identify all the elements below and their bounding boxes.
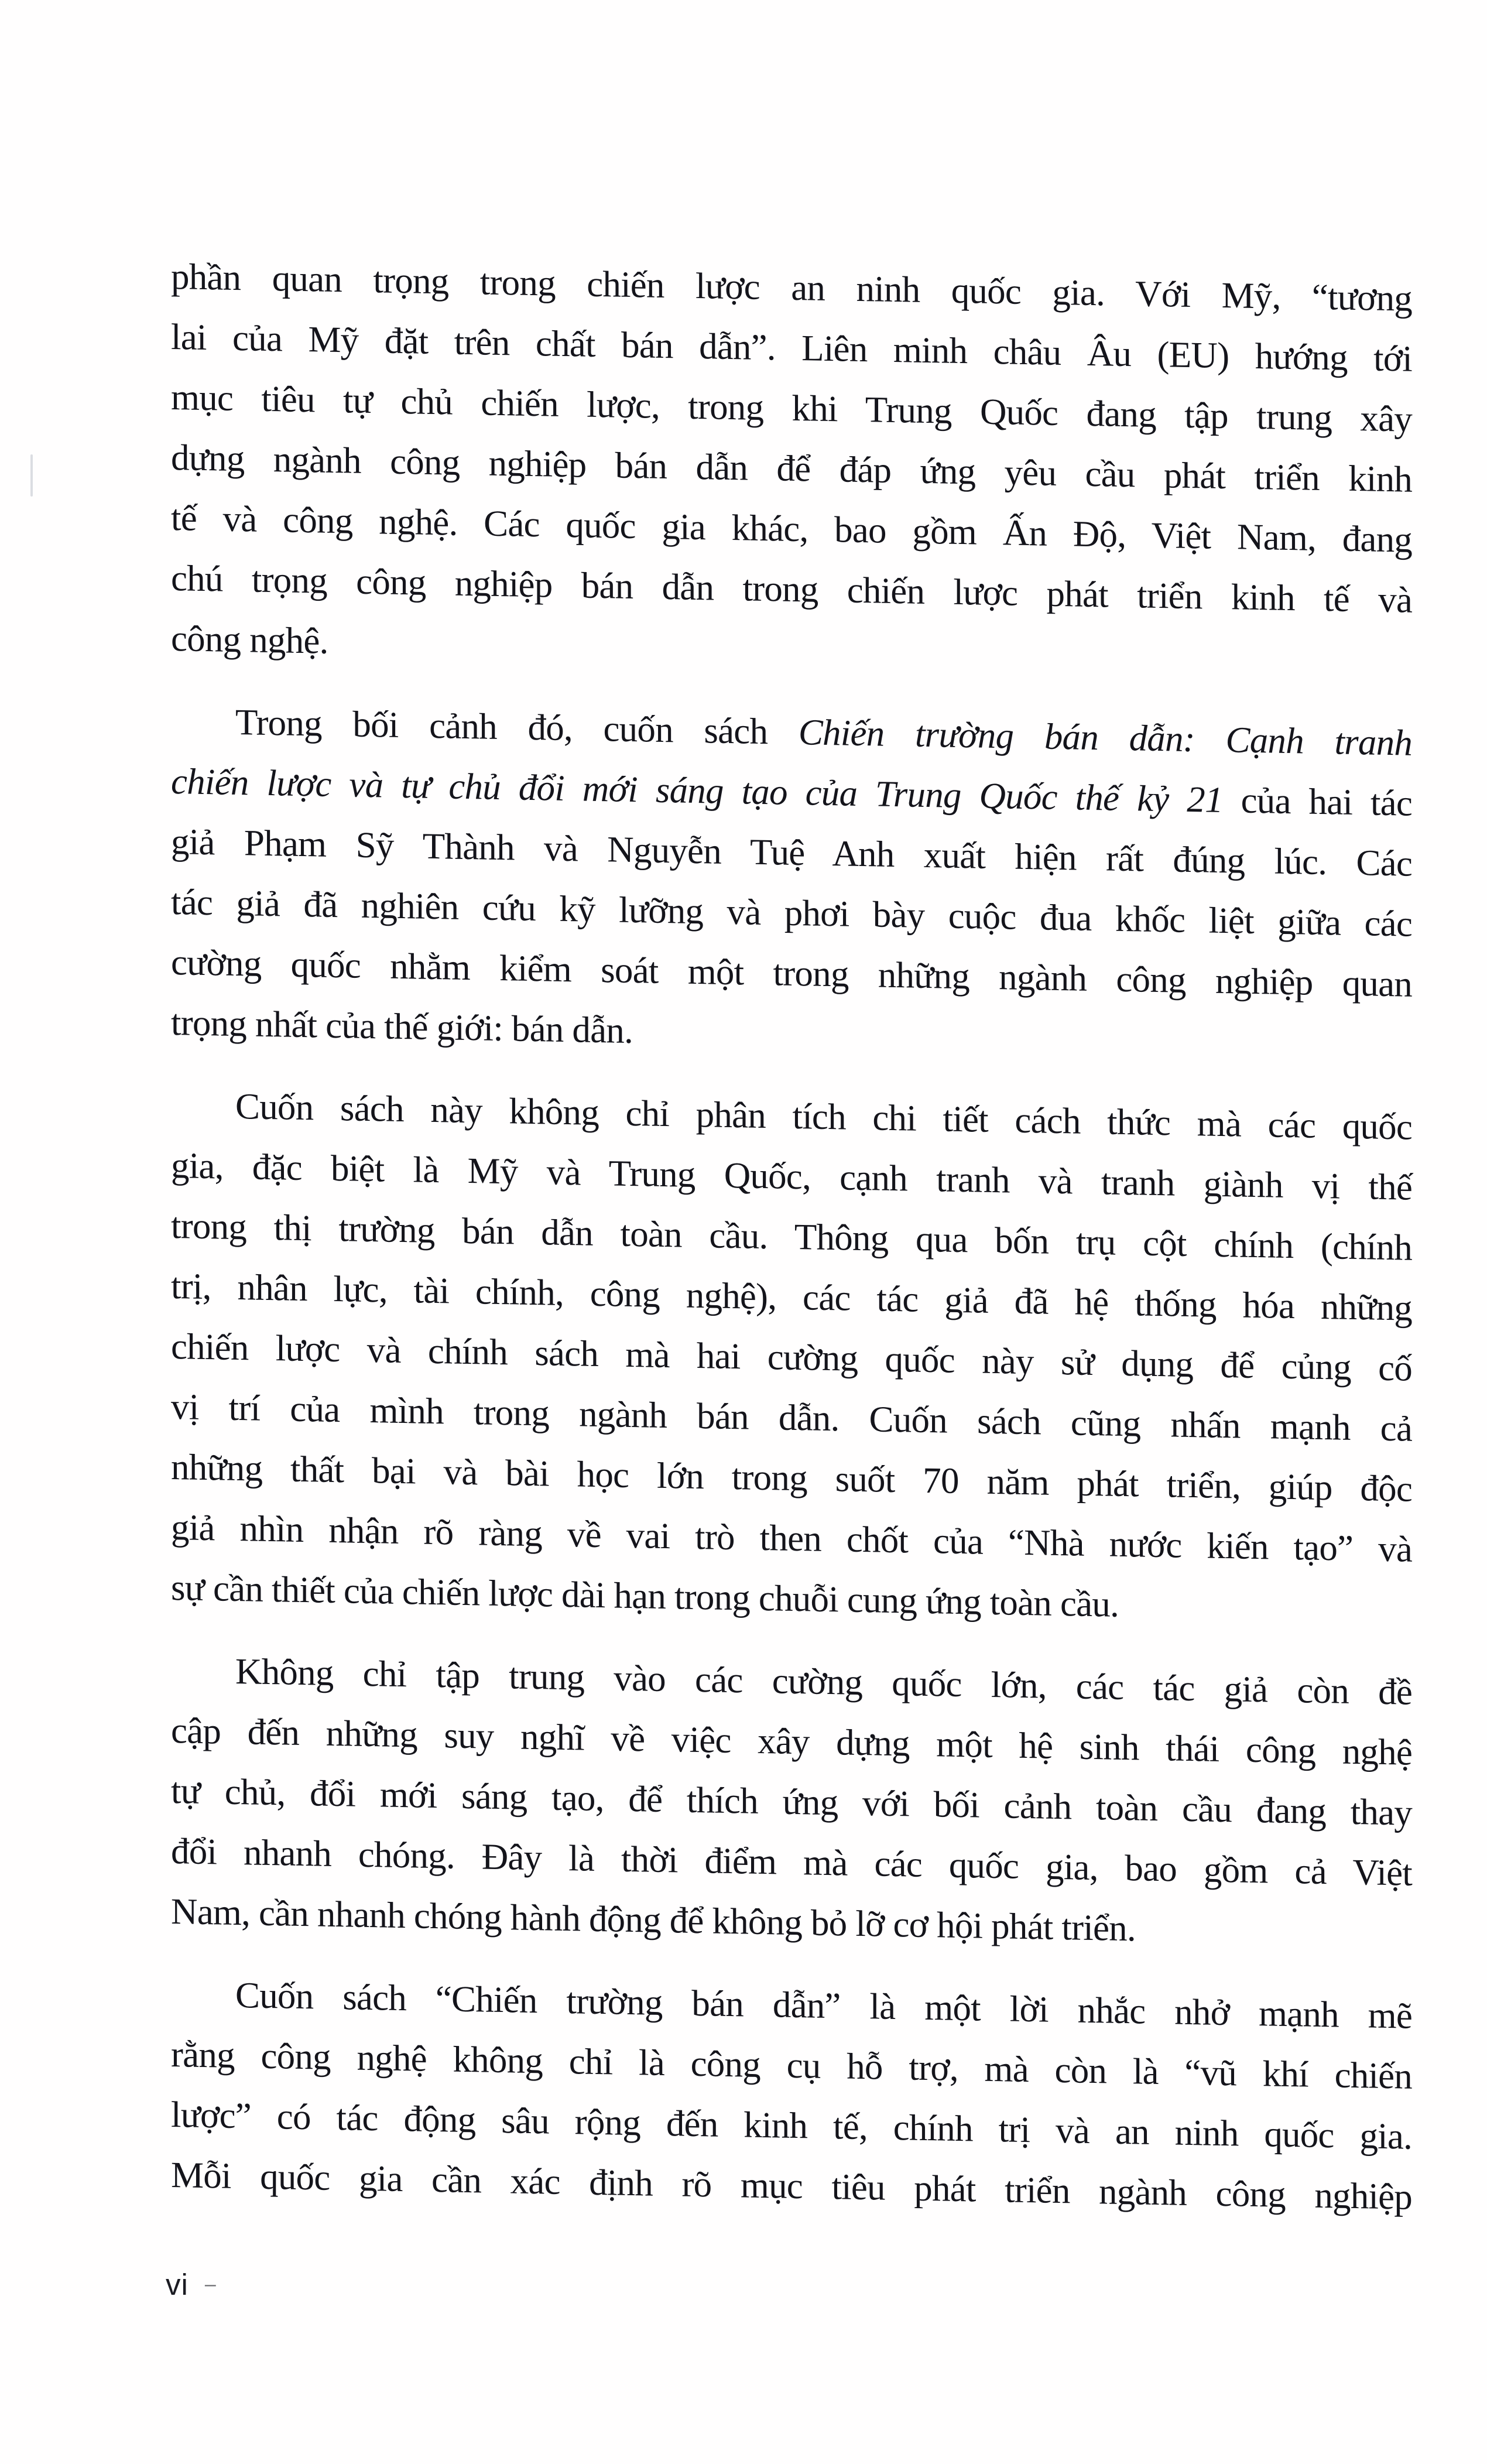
scan-artifact bbox=[30, 454, 33, 497]
text-segment: Cuốn sách “Chiến trường bán dẫn” là một lời nhắc nhở mạnh mẽ bbox=[235, 1974, 1412, 2037]
text-segment: công nghệ. bbox=[171, 618, 328, 662]
text-segment: chiến lược và chính sách mà hai cường quốc này sử dụng để củng cố bbox=[171, 1326, 1412, 1389]
text-segment: những thất bại và bài học lớn trong suốt 70 năm phát triển, giúp độc bbox=[171, 1446, 1412, 1510]
paragraph bbox=[171, 1640, 1412, 1964]
page-text-block bbox=[171, 247, 1412, 2250]
text-segment: trị, nhân lực, tài chính, công nghệ), các tác giả đã hệ thống hóa những bbox=[171, 1265, 1412, 1329]
text-segment: dựng ngành công nghiệp bán dẫn để đáp ứng yêu cầu phát triển kinh bbox=[171, 437, 1412, 500]
text-segment: của hai tác bbox=[1222, 779, 1412, 824]
page-number: vi bbox=[166, 2268, 189, 2301]
text-segment: cường quốc nhằm kiểm soát một trong những ngành công nghiệp quan bbox=[171, 942, 1412, 1005]
text-segment: tác giả đã nghiên cứu kỹ lưỡng và phơi bày cuộc đua khốc liệt giữa các bbox=[171, 881, 1412, 944]
text-segment: lai của Mỹ đặt trên chất bán dẫn”. Liên minh châu Âu (EU) hướng tới bbox=[171, 316, 1412, 379]
text-segment: đổi nhanh chóng. Đây là thời điểm mà các quốc gia, bao gồm cả Việt bbox=[171, 1830, 1412, 1894]
page-footer bbox=[166, 2267, 217, 2302]
text-segment: trọng nhất của thế giới: bán dẫn. bbox=[171, 1002, 633, 1052]
paragraph bbox=[171, 691, 1412, 1075]
text-segment: trong thị trường bán dẫn toàn cầu. Thông qua bốn trụ cột chính (chính bbox=[171, 1205, 1412, 1268]
text-segment: Trong bối cảnh đó, cuốn sách bbox=[235, 701, 799, 753]
text-segment: rằng công nghệ không chỉ là công cụ hỗ trợ, mà còn là “vũ khí chiến bbox=[171, 2034, 1412, 2097]
text-segment: mục tiêu tự chủ chiến lược, trong khi Trung Quốc đang tập trung xây bbox=[171, 377, 1412, 440]
text-segment: phần quan trọng trong chiến lược an ninh quốc gia. Với Mỹ, “tương bbox=[171, 256, 1412, 319]
book-title-italic: chiến lược và tự chủ đổi mới sáng tạo của Trung Quốc thế kỷ 21 bbox=[171, 761, 1223, 820]
footer-dash: – bbox=[204, 2273, 217, 2295]
paragraph bbox=[171, 1964, 1412, 2227]
text-segment: lược” có tác động sâu rộng đến kinh tế, chính trị và an ninh quốc gia. bbox=[171, 2094, 1412, 2157]
text-segment: tế và công nghệ. Các quốc gia khác, bao gồm Ấn Độ, Việt Nam, đang bbox=[171, 497, 1412, 560]
text-segment: gia, đặc biệt là Mỹ và Trung Quốc, cạnh tranh và tranh giành vị thế bbox=[171, 1145, 1412, 1208]
text-segment: vị trí của mình trong ngành bán dẫn. Cuốn sách cũng nhấn mạnh cả bbox=[171, 1386, 1412, 1449]
text-segment: Nam, cần nhanh chóng hành động để không bỏ lỡ cơ hội phát triển. bbox=[171, 1891, 1136, 1949]
book-title-italic: Chiến trường bán dẫn: Cạnh tranh bbox=[798, 711, 1412, 764]
text-segment: Cuốn sách này không chỉ phân tích chi tiết cách thức mà các quốc bbox=[235, 1085, 1412, 1148]
text-segment: giả Phạm Sỹ Thành và Nguyễn Tuệ Anh xuất hiện rất đúng lúc. Các bbox=[171, 821, 1412, 884]
text-segment: cập đến những suy nghĩ về việc xây dựng một hệ sinh thái công nghệ bbox=[171, 1710, 1412, 1773]
text-segment: tự chủ, đổi mới sáng tạo, để thích ứng với bối cảnh toàn cầu đang thay bbox=[171, 1770, 1412, 1833]
paragraph bbox=[171, 1075, 1412, 1640]
text-segment: Mỗi quốc gia cần xác định rõ mục tiêu phát triển ngành công nghiệp bbox=[171, 2154, 1412, 2217]
text-segment: giả nhìn nhận rõ ràng về vai trò then chốt của “Nhà nước kiến tạo” và bbox=[171, 1507, 1412, 1570]
text-segment: chú trọng công nghiệp bán dẫn trong chiến lược phát triển kinh tế và bbox=[171, 557, 1412, 621]
text-segment: sự cần thiết của chiến lược dài hạn trong chuỗi cung ứng toàn cầu. bbox=[171, 1567, 1119, 1625]
text-segment: Không chỉ tập trung vào các cường quốc lớn, các tác giả còn đề bbox=[235, 1650, 1412, 1713]
paragraph bbox=[171, 247, 1412, 691]
